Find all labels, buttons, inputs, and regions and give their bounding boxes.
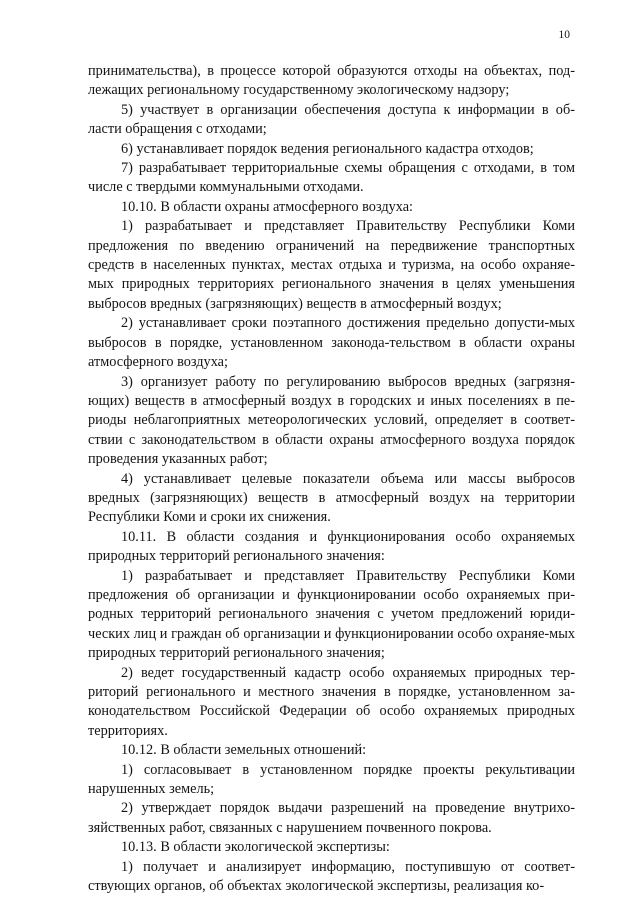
paragraph: 1) разрабатывает и представляет Правительству Республики Коми предложения об организации и функционировании особо охраняемых при-родных территорий регионального значения с учетом предложений юриди-ческих лиц и граждан об организации и функционировании особо охраняе-мых природных территорий регионального значения;: [88, 567, 575, 662]
page-number: 10: [558, 29, 570, 41]
section-heading: 10.12. В области земельных отношений:: [121, 742, 367, 759]
section-heading: 10.10. В области охраны атмосферного воздуха:: [121, 198, 414, 215]
paragraph: 1) согласовывает в установленном порядке проекты рекультивации нарушенных земель;: [88, 761, 575, 798]
paragraph: 4) устанавливает целевые показатели объема или массы выбросов вредных (загрязняющих) веществ в атмосферный воздух на территории Республики Коми и сроки их снижения.: [88, 470, 575, 526]
paragraph: 1) получает и анализирует информацию, поступившую от соответ-ствующих органов, об объектах экологической экспертизы, реализация ко-: [88, 858, 575, 895]
paragraph: 5) участвует в организации обеспечения доступа к информации в об-ласти обращения с отходами;: [88, 101, 575, 138]
paragraph: 3) организует работу по регулированию выбросов вредных (загрязня-ющих) веществ в атмосферный воздух в городских и иных поселениях в пе-риоды неблагоприятных метеорологических условий, определяет в соответ-ствии с законодательством в области охраны атмосферного воздуха порядок проведения указанных работ;: [88, 373, 575, 468]
paragraph: 1) разрабатывает и представляет Правительству Республики Коми предложения по введению ограничений на передвижение транспортных средств в населенных пунктах, местах отдыха и туризма, на особо охраняе-мых природных территориях регионального значения в целях уменьшения выбросов вредных (загрязняющих) веществ в атмосферный воздух;: [88, 218, 575, 312]
paragraph: 2) устанавливает сроки поэтапного достижения предельно допусти-мых выбросов в порядке, установленном законода-тельством в области охраны атмосферного воздуха;: [88, 315, 575, 371]
section-heading: 10.11. В области создания и функционирования особо охраняемых природных территорий регионального значения:: [88, 528, 575, 565]
document-body: [88, 62, 575, 896]
paragraph: 6) устанавливает порядок ведения регионального кадастра отходов;: [121, 140, 534, 157]
paragraph: 2) утверждает порядок выдачи разрешений на проведение внутрихо-зяйственных работ, связанных с нарушением почвенного покрова.: [88, 800, 575, 836]
paragraph: 2) ведет государственный кадастр особо охраняемых природных тер-риторий регионального и местного значения в порядке, установленном за-конодательством Российской Федерации об особо охраняемых природных территориях.: [88, 664, 575, 739]
section-heading: 10.13. В области экологической экспертизы:: [121, 839, 390, 856]
paragraph-continuation: принимательства), в процессе которой образуются отходы на объектах, под-лежащих региональному государственному экологическому надзору;: [88, 63, 575, 99]
paragraph: 7) разрабатывает территориальные схемы обращения с отходами, в том числе с твердыми коммунальными отходами.: [88, 160, 575, 196]
